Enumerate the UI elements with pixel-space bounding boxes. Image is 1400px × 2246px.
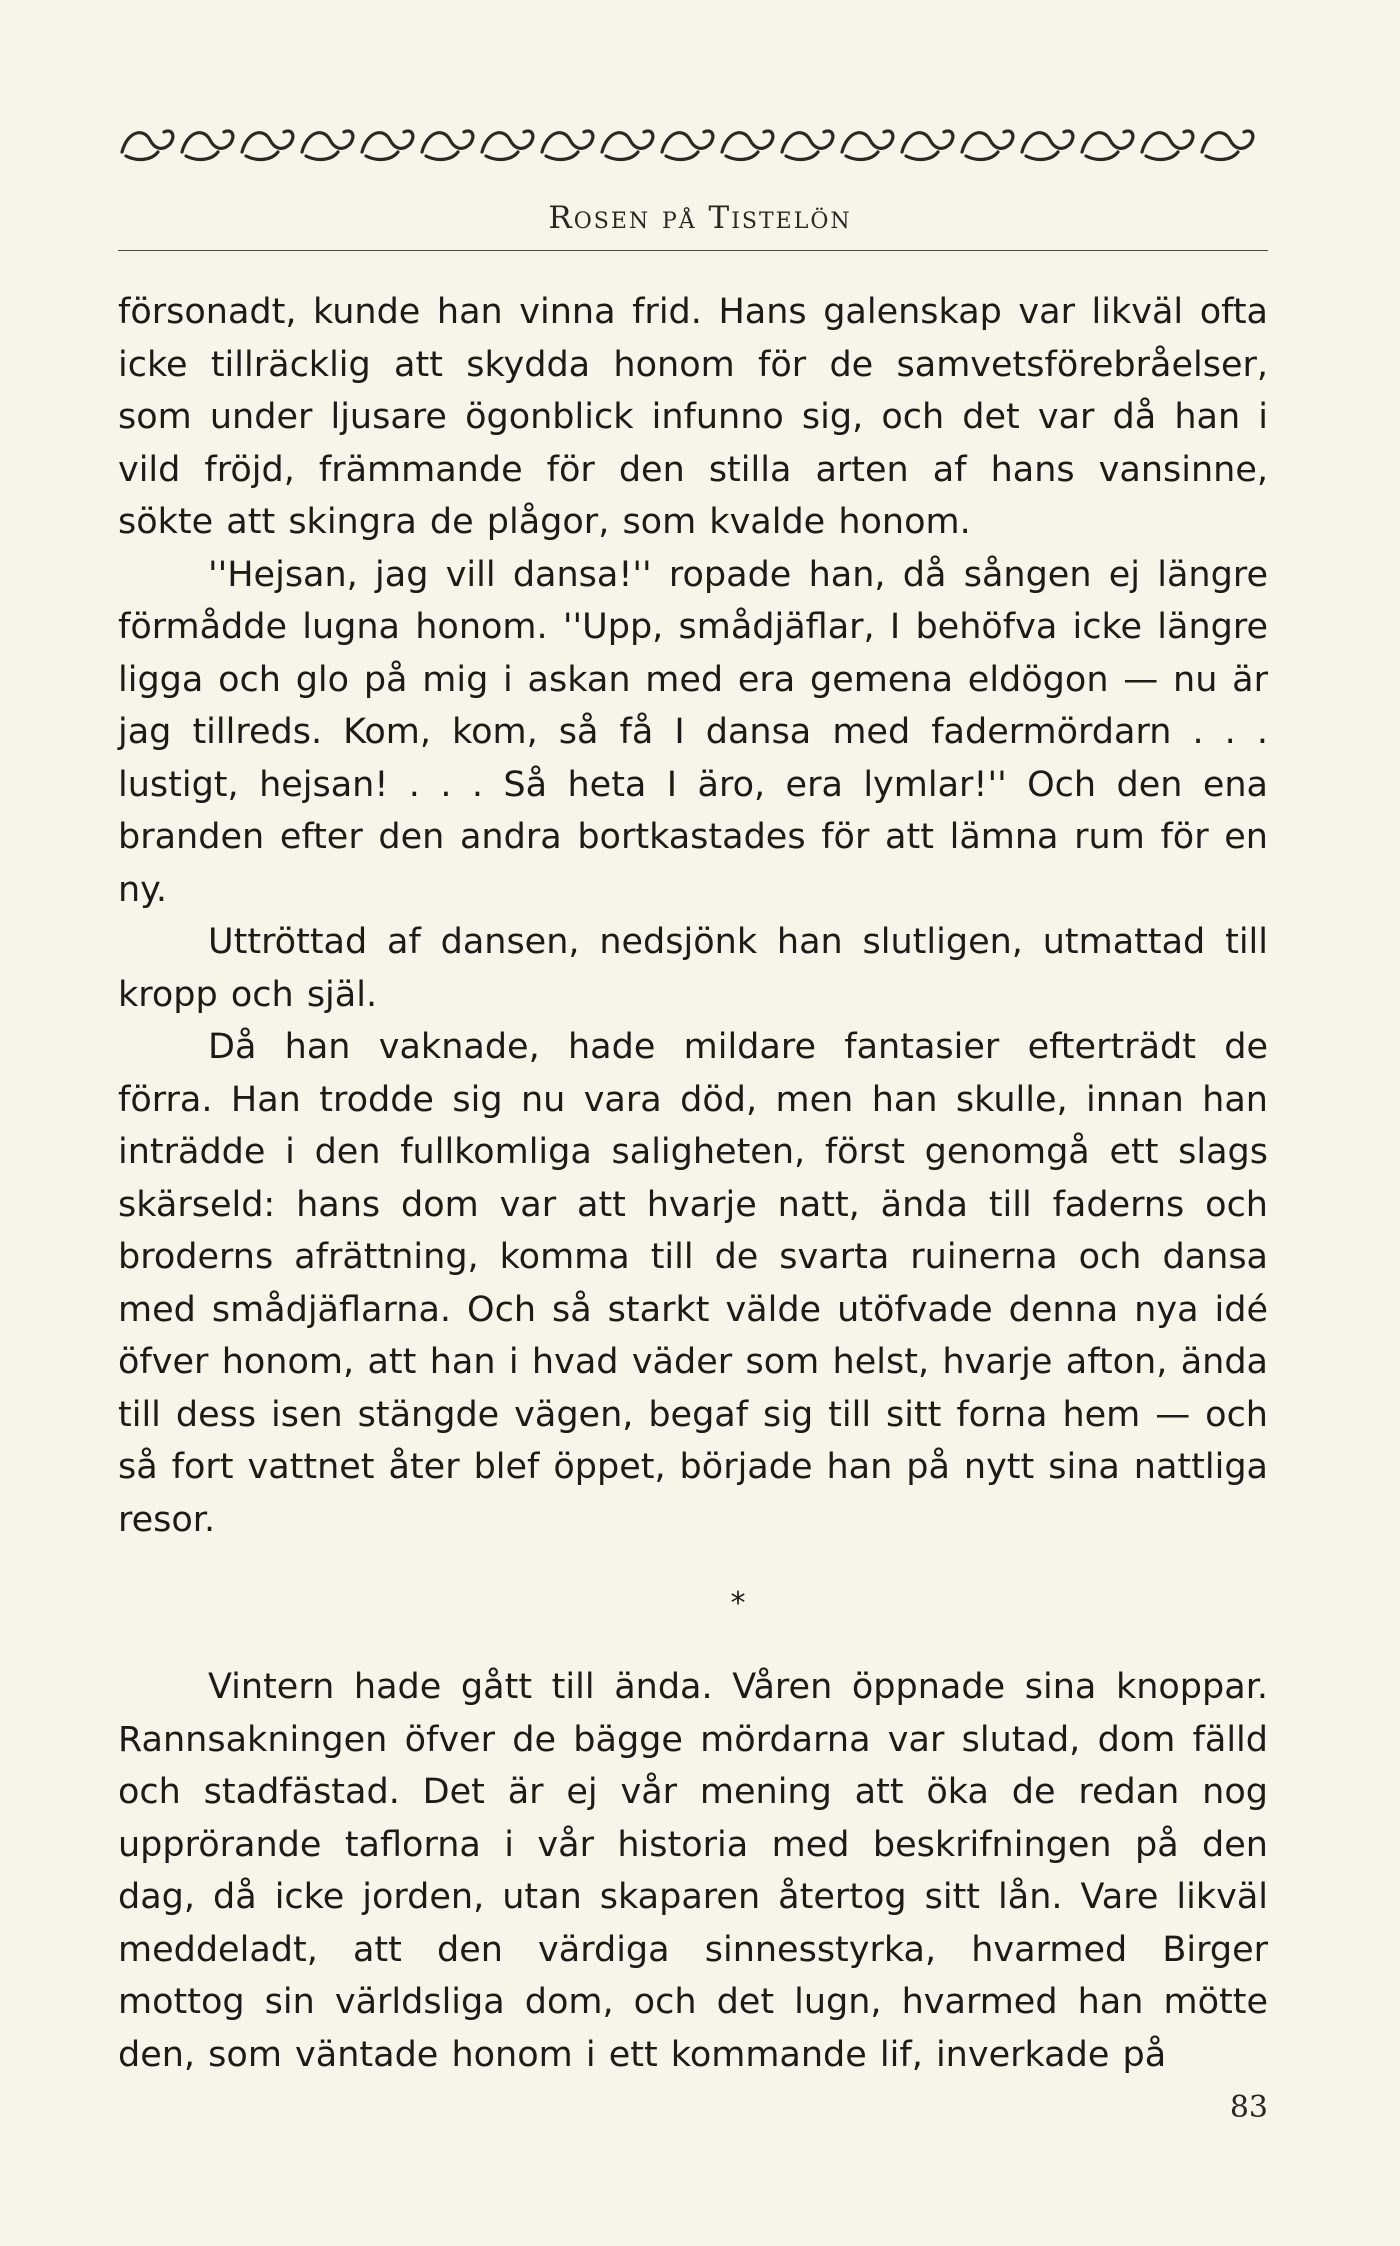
paragraph: försonadt, kunde han vinna frid. Hans galenskap var likväl ofta icke tillräcklig att skydda honom för de samvetsförebråelser, som under ljusare ögonblick infunno sig, och det var då han i vild fröjd, främmande för den stilla arten af hans vansinne, sökte att skingra de plågor, som kvalde honom. xyxy=(118,292,1268,542)
page-number: 83 xyxy=(1229,2090,1268,2125)
paragraph: Uttröttad af dansen, nedsjönk han slutligen, utmattad till kropp och själ. xyxy=(118,922,1268,1015)
body-text xyxy=(118,286,1268,2081)
paragraph: Då han vaknade, hade mildare fantasier efterträdt de förra. Han trodde sig nu vara död, men han skulle, innan han inträdde i den fullkomliga saligheten, först genomgå ett slags skärseld: hans dom var att hvarje natt, ända till faderns och broderns afrättning, komma till de svarta ruinerna och dansa med smådjäflarna. Och så starkt välde utöfvade denna nya idé öfver honom, att han i hvad väder som helst, hvarje afton, ända till dess isen stängde vägen, begaf sig till sitt forna hem — och så fort vattnet åter blef öppet, började han på nytt sina nattliga resor. xyxy=(118,1027,1268,1540)
paragraph: Vintern hade gått till ända. Våren öppnade sina knoppar. Rannsakningen öfver de bägge mördarna var slutad, dom fälld och stadfästad. Det är ej vår mening att öka de redan nog upprörande taflorna i vår historia med beskrifningen på den dag, då icke jorden, utan skaparen återtog sitt lån. Vare likväl meddeladt, att den värdiga sinnesstyrka, hvarmed Birger mottog sin världsliga dom, och det lugn, hvarmed han mötte den, som väntade honom i ett kommande lif, inverkade på xyxy=(118,1667,1268,2075)
header-rule xyxy=(118,250,1268,251)
scroll-wave-ornament-icon xyxy=(118,122,1268,166)
running-title: Rosen på Tistelön xyxy=(548,200,852,236)
paragraph: ''Hejsan, jag vill dansa!'' ropade han, då sången ej längre förmådde lugna honom. ''Upp, smådjäflar, I behöfva icke längre ligga och glo på mig i askan med era gemena eldögon — nu är jag tillreds. Kom, kom, så få I dansa med fadermördarn . . . lustigt, hejsan! . . . Så heta I äro, era lymlar!'' Och den ena branden efter den andra bortkastades för att lämna rum för en ny. xyxy=(118,554,1268,910)
section-asterism: * xyxy=(730,1586,746,1621)
